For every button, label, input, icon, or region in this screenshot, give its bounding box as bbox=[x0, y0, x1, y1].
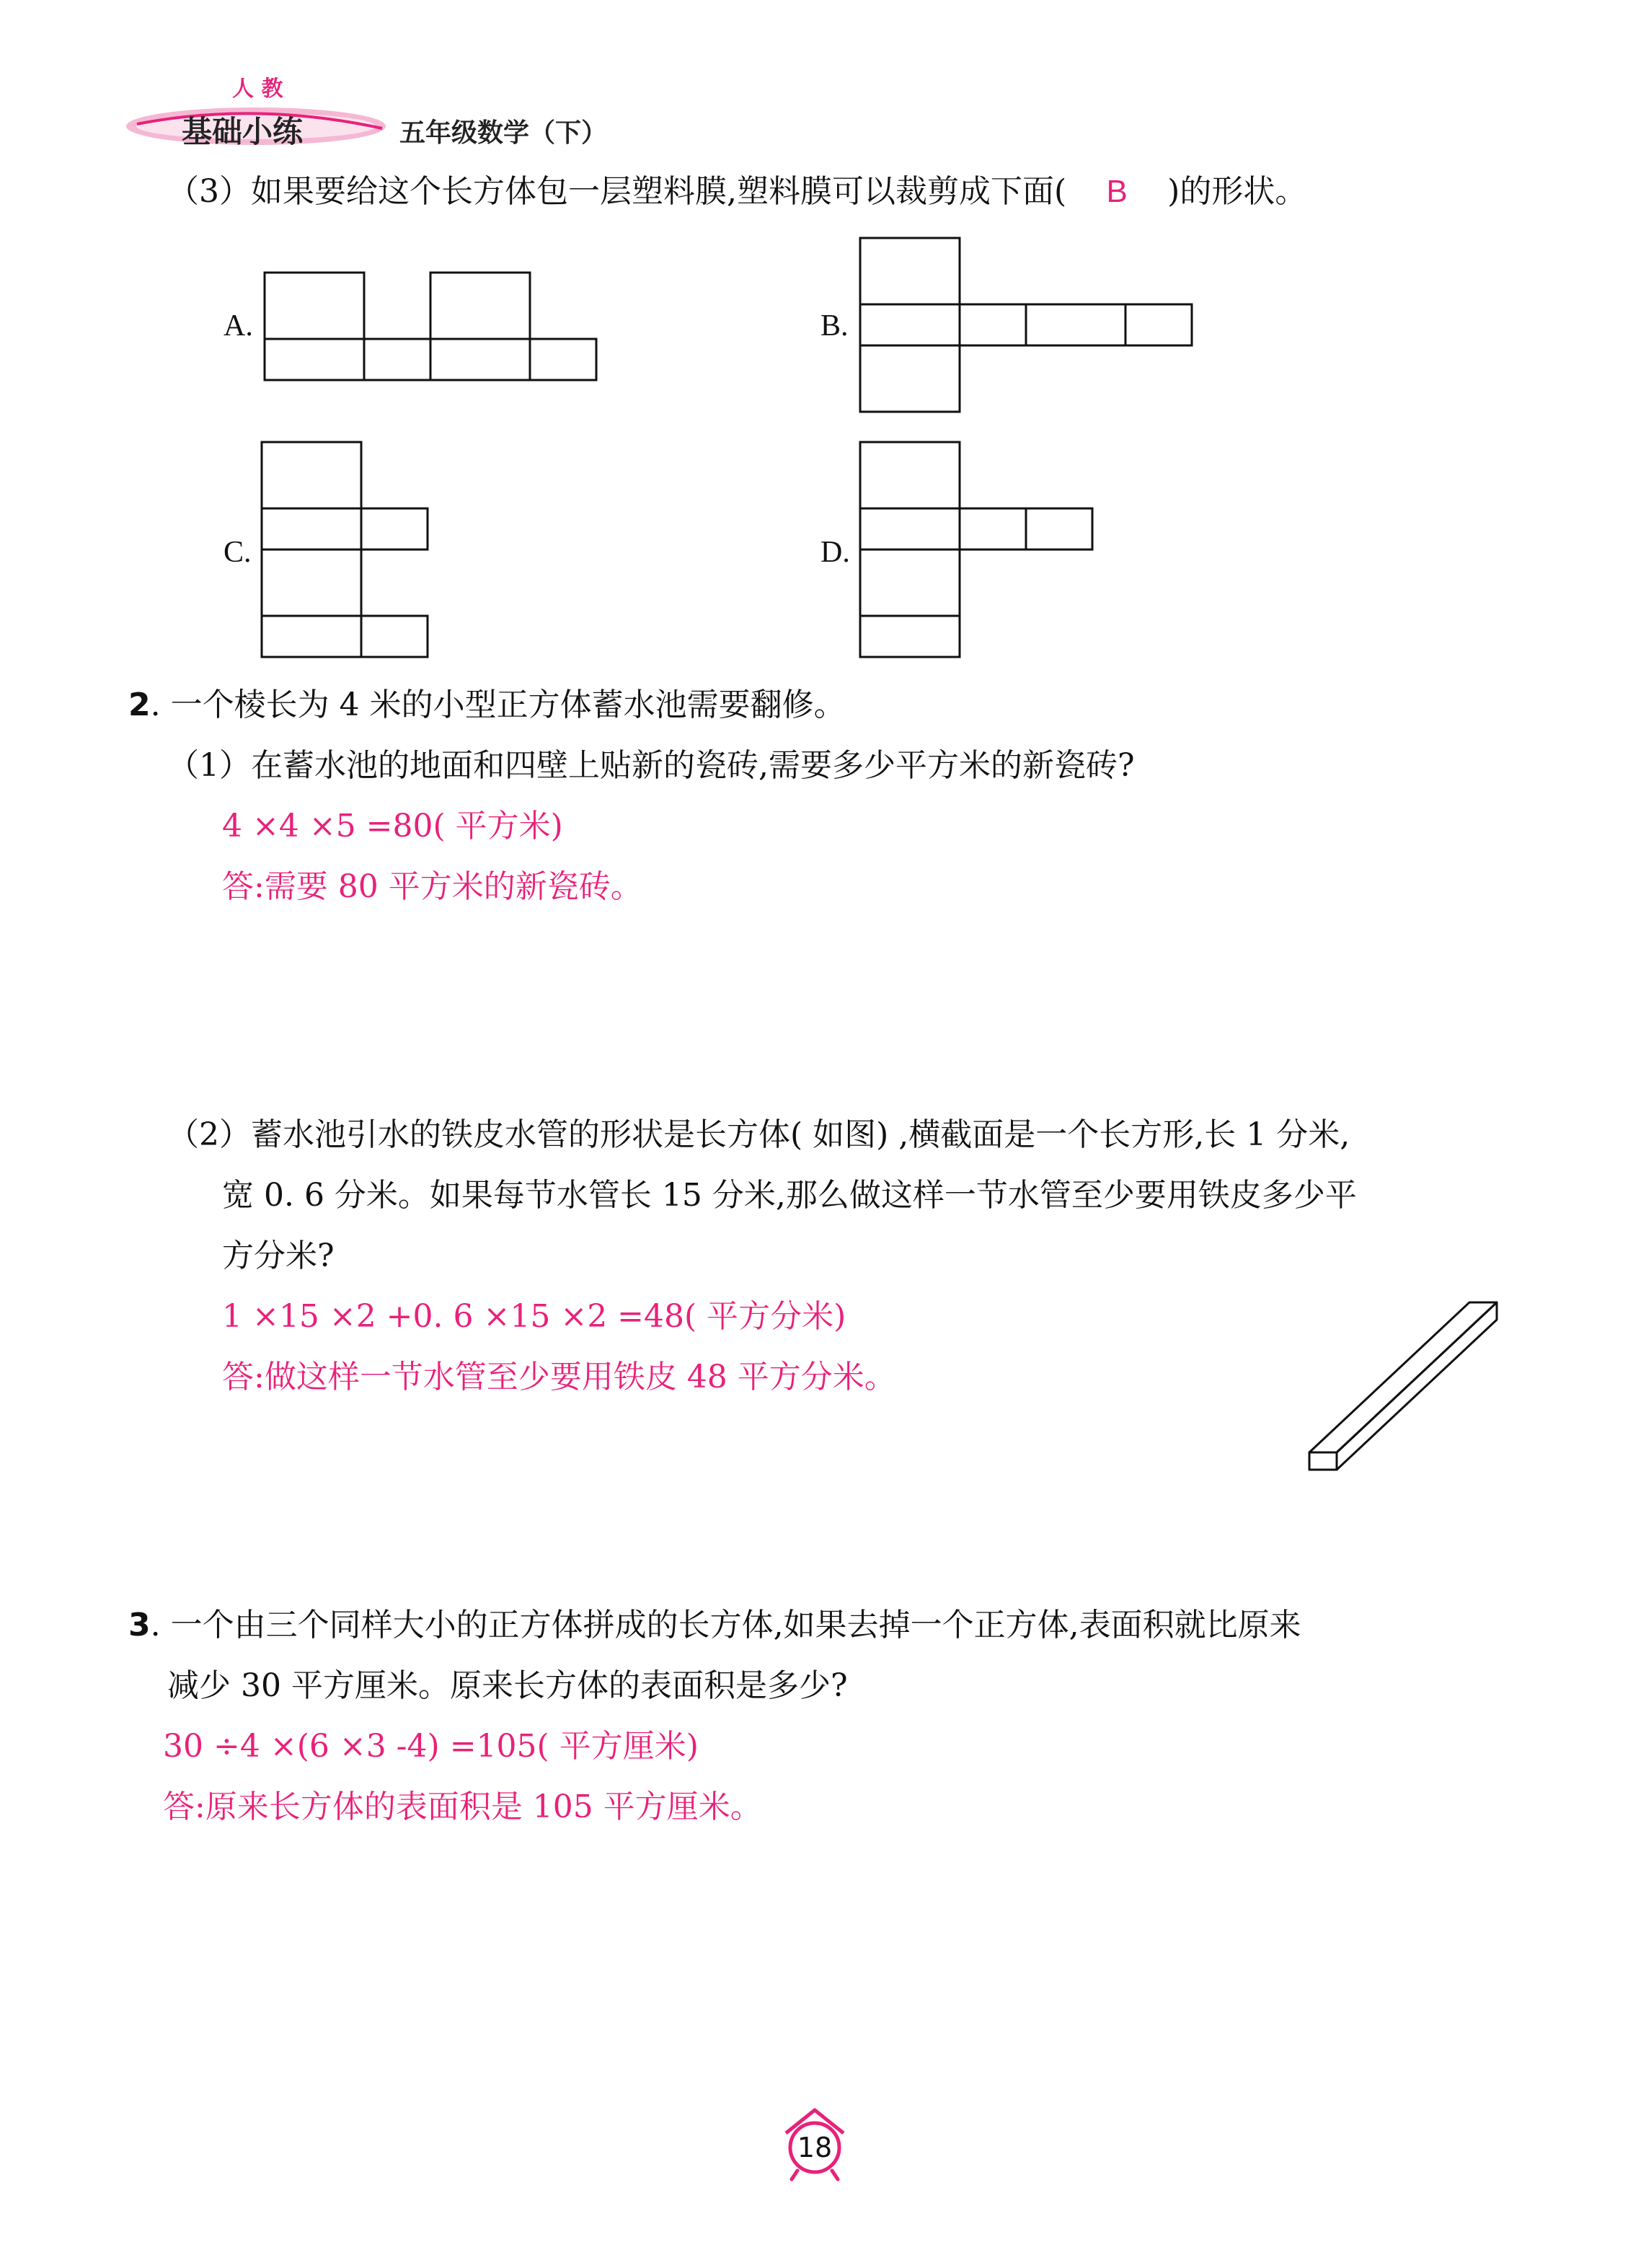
q3-line2: 减少 30 平方厘米。原来长方体的表面积是多少? bbox=[167, 1667, 848, 1704]
q3-line1 bbox=[128, 1605, 1301, 1646]
q2-2-answer: 答:做这样一节水管至少要用铁皮 48 平方分米。 bbox=[222, 1359, 896, 1395]
page-number-badge bbox=[771, 2104, 858, 2184]
option-d-label: D. bbox=[820, 536, 850, 569]
header bbox=[123, 72, 671, 151]
q2-stem bbox=[128, 685, 846, 725]
q2-number: 2 bbox=[128, 687, 151, 723]
q1-3-stem-before: （3）如果要给这个长方体包一层塑料膜,塑料膜可以裁剪成下面( bbox=[167, 173, 1067, 210]
q2-stem-text: . 一个棱长为 4 米的小型正方体蓄水池需要翻修。 bbox=[150, 687, 846, 723]
series-title: 基础小练 bbox=[182, 114, 304, 149]
option-b-net bbox=[858, 236, 1204, 420]
book-title: 五年级数学（下） bbox=[399, 118, 608, 148]
q1-3-stem bbox=[167, 172, 1306, 212]
publisher-tag: 人 教 bbox=[232, 76, 283, 102]
q3-answer: 答:原来长方体的表面积是 105 平方厘米。 bbox=[163, 1788, 762, 1825]
q2-2-line1: （2）蓄水池引水的铁皮水管的形状是长方体( 如图) ,横截面是一个长方形,长 1 分米, bbox=[167, 1116, 1350, 1153]
option-c-label: C. bbox=[224, 536, 252, 569]
q2-2-calc: 1 ×15 ×2 +0. 6 ×15 ×2 =48( 平方分米) bbox=[222, 1298, 846, 1335]
option-b-label: B. bbox=[820, 309, 849, 343]
q3-line1-text: . 一个由三个同样大小的正方体拼成的长方体,如果去掉一个正方体,表面积就比原来 bbox=[150, 1607, 1301, 1643]
option-d-net bbox=[858, 440, 1103, 663]
pipe-figure bbox=[1305, 1298, 1500, 1478]
q3-calc: 30 ÷4 ×(6 ×3 -4) =105( 平方厘米) bbox=[163, 1728, 699, 1765]
q2-1-stem: （1）在蓄水池的地面和四壁上贴新的瓷砖,需要多少平方米的新瓷砖? bbox=[167, 747, 1135, 784]
q1-3-answer: B bbox=[1106, 174, 1128, 209]
page-number: 18 bbox=[797, 2132, 833, 2163]
q3-number: 3 bbox=[128, 1607, 151, 1643]
q2-2-line2: 宽 0. 6 分米。如果每节水管长 15 分米,那么做这样一节水管至少要用铁皮多少平 bbox=[222, 1177, 1357, 1214]
option-a-net bbox=[262, 270, 609, 386]
option-a-label: A. bbox=[224, 309, 253, 343]
q2-2-line3: 方分米? bbox=[222, 1237, 335, 1274]
option-c-net bbox=[260, 440, 447, 663]
q2-1-calc: 4 ×4 ×5 =80( 平方米) bbox=[222, 808, 563, 844]
q2-1-answer: 答:需要 80 平方米的新瓷砖。 bbox=[222, 868, 642, 905]
q1-3-stem-after: )的形状。 bbox=[1167, 173, 1307, 210]
